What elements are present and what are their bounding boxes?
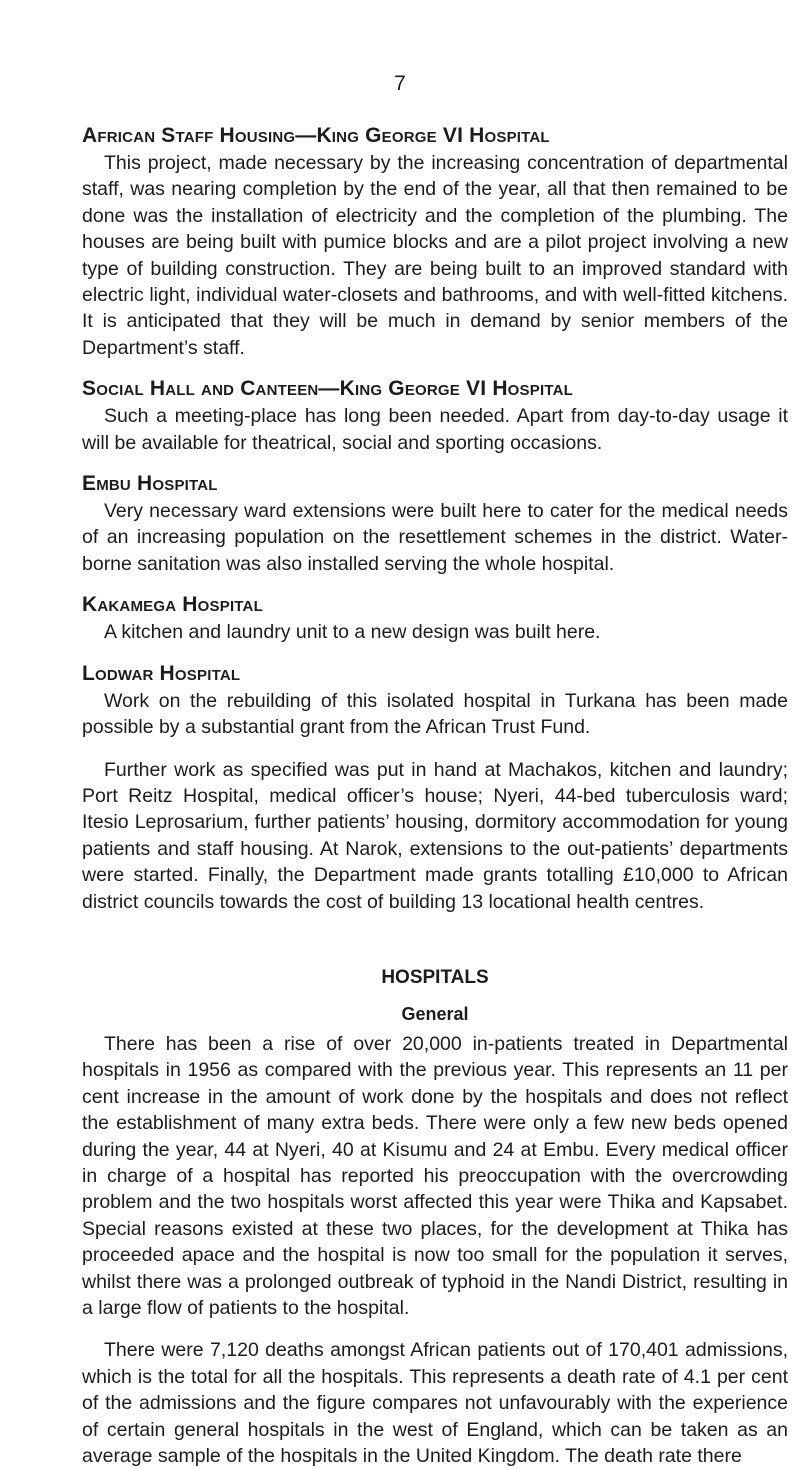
section-heading: Embu Hospital: [82, 472, 218, 496]
section-paragraph: Such a meeting-place has long been needed. Apart from day-to-day usage it will be available for theatrical, social and sporting occasions.: [82, 405, 788, 454]
hospitals-title: HOSPITALS: [381, 966, 489, 988]
section-hospitals: [82, 965, 788, 1469]
spacer: [82, 646, 788, 660]
section-paragraph: A kitchen and laundry unit to a new design was built here.: [104, 621, 601, 644]
spacer: [82, 1321, 788, 1337]
spacer: [82, 361, 788, 375]
section-paragraph: Very necessary ward extensions were built here to cater for the medical needs of an increasing population on the resettlement schemes in the district. Water-borne sanitation was also installed serving the whole hospital.: [82, 500, 788, 575]
section-african-staff-housing: [82, 122, 788, 361]
section-paragraph: Further work as specified was put in hand at Machakos, kitchen and laundry; Port Reitz Hospital, medical officer’s house; Nyeri, 44-bed tuberculosis ward; Itesio Leprosarium, further patients’ housing, dormitory accommodation for young patients and staff housing. At Narok, extensions to the out-patients’ departments were started. Finally, the Department made grants totalling £10,000 to African district councils towards the cost of building 13 locational health centres.: [82, 758, 788, 913]
section-heading: Lodwar Hospital: [82, 661, 241, 685]
page-number: 7: [394, 72, 406, 95]
section-paragraph: There has been a rise of over 20,000 in-patients treated in Departmental hospitals in 1956 as compared with the previous year. This represents an 11 per cent increase in the amount of work done by the hospitals and does not reflect the establishment of many extra beds. There were only a few new beds opened during the year, 44 at Nyeri, 40 at Kisumu and 24 at Embu. Every medical officer in charge of a hospital has reported his preoccupation with the overcrowding problem and the two hospitals worst affected this year were Thika and Kapsabet. Special reasons existed at these two places, for the development at Thika has proceeded apace and the hospital is now too small for the population it serves, whilst there was a prolonged outbreak of typhoid in the Nandi District, resulting in a large flow of patients to the hospital.: [82, 1032, 788, 1319]
section-heading: Social Hall and Canteen—King George VI Hospital: [82, 377, 573, 401]
spacer: [82, 741, 788, 757]
section-lodwar-hospital: [82, 660, 788, 915]
page-content: [82, 122, 788, 1469]
section-kakamega-hospital: [82, 591, 788, 645]
section-embu-hospital: [82, 470, 788, 577]
section-paragraph: Work on the rebuilding of this isolated hospital in Turkana has been made possible by a substantial grant from the African Trust Fund.: [82, 689, 788, 739]
section-heading: African Staff Housing—King George VI Hospital: [82, 124, 550, 147]
spacer: [82, 577, 788, 591]
section-paragraph: There were 7,120 deaths amongst African patients out of 170,401 admissions, which is the total for all the hospitals. This represents a death rate of 4.1 per cent of the admissions and the figure compares not unfavourably with the experience of certain general hospitals in the west of England, which can be taken as an average sample of the hospitals in the United Kingdom. The death rate there: [82, 1339, 788, 1468]
section-paragraph: This project, made necessary by the increasing concentration of departmental staff, was nearing completion by the end of the year, all that then remained to be done was the installation of electricity and the completion of the plumbing. The houses are being built with pumice blocks and are a pilot project involving a new type of building construction. They are being built to an improved standard with electric light, individual water-closets and bathrooms, and with well-fitted kitchens. It is anticipated that they will be much in demand by senior members of the Department’s staff.: [82, 152, 788, 359]
spacer: [82, 456, 788, 470]
hospitals-subtitle: General: [401, 1003, 469, 1024]
section-social-hall: [82, 375, 788, 456]
section-heading: Kakamega Hospital: [82, 593, 263, 617]
spacer: [82, 915, 788, 965]
